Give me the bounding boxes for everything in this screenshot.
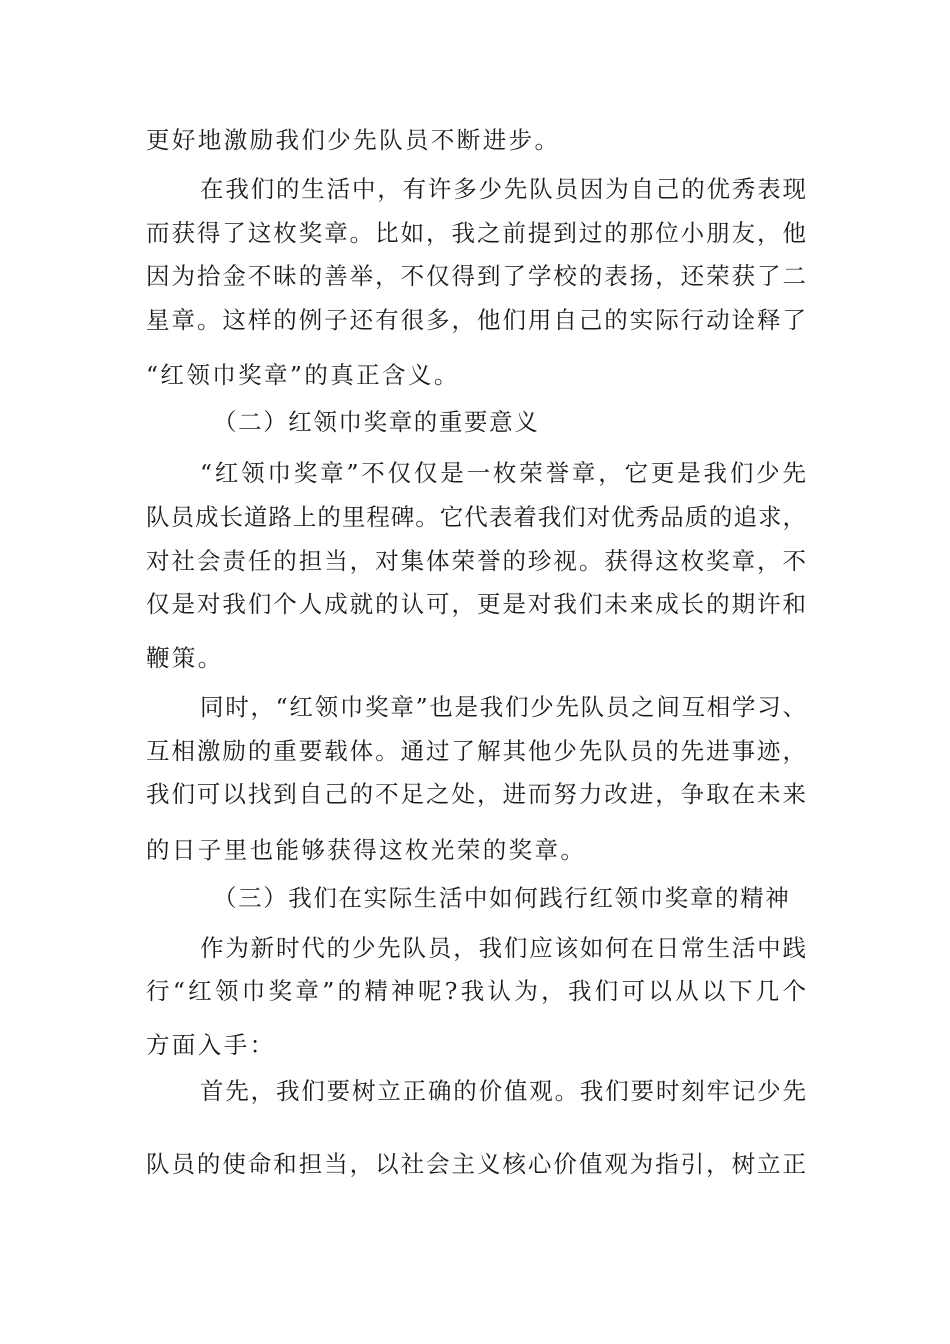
section-heading: （三）我们在实际生活中如何践行红领巾奖章的精神 (213, 884, 791, 912)
paragraph-line: “红领巾奖章”的真正含义。 (146, 361, 460, 389)
paragraph-line: 更好地激励我们少先队员不断进步。 (146, 126, 561, 154)
paragraph-line: 鞭策。 (146, 644, 224, 672)
paragraph-line: 仅是对我们个人成就的认可，更是对我们未来成长的期许和 (146, 590, 806, 618)
section-heading: （二）红领巾奖章的重要意义 (213, 408, 540, 436)
paragraph-line: 我们可以找到自己的不足之处，进而努力改进，争取在未来 (146, 780, 806, 808)
paragraph-line: 作为新时代的少先队员，我们应该如何在日常生活中践 (200, 934, 806, 962)
paragraph-line: 的日子里也能够获得这枚光荣的奖章。 (146, 836, 587, 864)
paragraph-line: 首先，我们要树立正确的价值观。我们要时刻牢记少先 (200, 1077, 806, 1105)
paragraph-line: “红领巾奖章”不仅仅是一枚荣誉章，它更是我们少先 (200, 459, 806, 487)
paragraph-line: 行“红领巾奖章”的精神呢?我认为，我们可以从以下几个 (146, 977, 806, 1005)
paragraph-line: 互相激励的重要载体。通过了解其他少先队员的先进事迹， (146, 737, 806, 765)
paragraph-line: 星章。这样的例子还有很多，他们用自己的实际行动诠释了 (146, 306, 806, 334)
paragraph-line: 队员的使命和担当，以社会主义核心价值观为指引，树立正 (146, 1150, 806, 1178)
paragraph-line: 在我们的生活中，有许多少先队员因为自己的优秀表现 (200, 175, 806, 203)
paragraph-line: 同时，“红领巾奖章”也是我们少先队员之间互相学习、 (200, 693, 806, 721)
paragraph-line: 方面入手： (146, 1031, 276, 1059)
paragraph-line: 队员成长道路上的里程碑。它代表着我们对优秀品质的追求， (146, 503, 806, 531)
paragraph-line: 而获得了这枚奖章。比如，我之前提到过的那位小朋友，他 (146, 219, 806, 247)
paragraph-line: 因为拾金不昧的善举，不仅得到了学校的表扬，还荣获了二 (146, 262, 806, 290)
paragraph-line: 对社会责任的担当，对集体荣誉的珍视。获得这枚奖章，不 (146, 547, 806, 575)
